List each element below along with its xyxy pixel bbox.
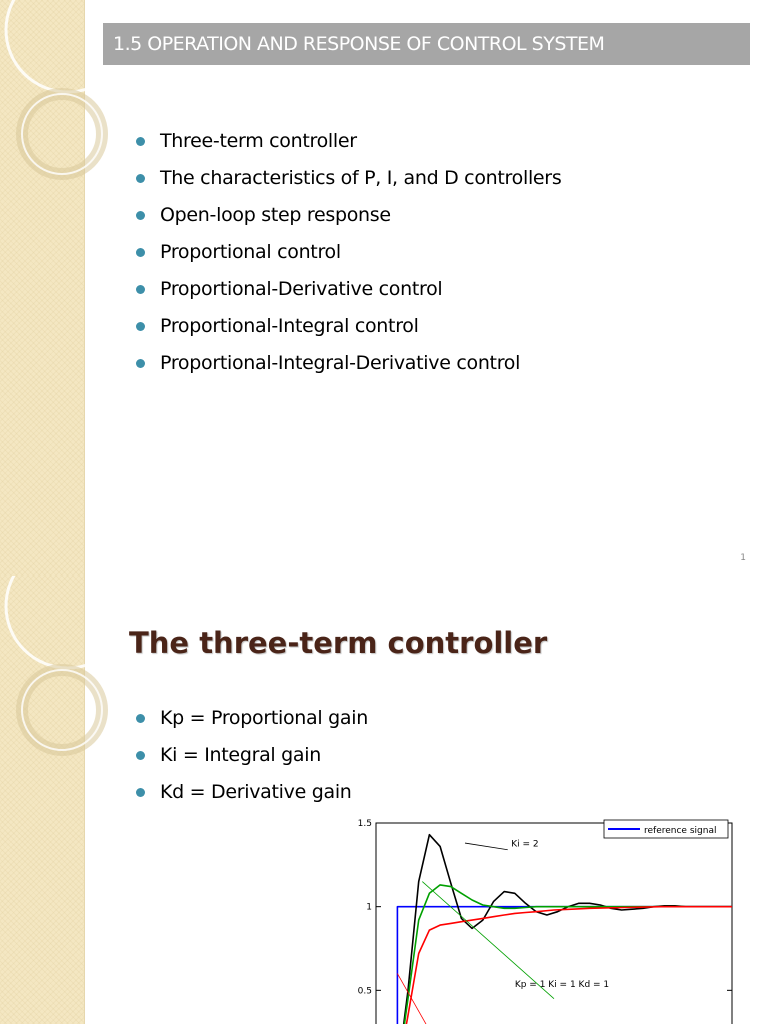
list-item: Proportional control <box>133 239 561 276</box>
bullet-icon <box>136 285 145 294</box>
y-tick-label: 1.5 <box>357 819 372 829</box>
list-item: Open-loop step response <box>133 202 561 239</box>
list-item: Proportional-Derivative control <box>133 276 561 313</box>
list-item: Kp = Proportional gain <box>133 705 368 742</box>
bullet-icon <box>136 751 145 760</box>
list-item: Three-term controller <box>133 128 561 165</box>
step-response-chart <box>342 815 762 1024</box>
bullet-icon <box>136 211 145 220</box>
step-response-plot <box>342 815 762 1024</box>
bullet-icon <box>136 174 145 183</box>
bullet-icon <box>136 359 145 368</box>
decorative-circles-icon <box>0 0 110 576</box>
list-item: Proportional-Integral control <box>133 313 561 350</box>
gain-list <box>133 705 368 816</box>
bullet-icon <box>136 248 145 257</box>
bullet-icon <box>136 137 145 146</box>
list-item: The characteristics of P, I, and D controllers <box>133 165 561 202</box>
plot-area <box>376 823 732 1024</box>
agenda-list <box>133 128 561 387</box>
page-number: 1 <box>740 553 746 563</box>
slide-title: 1.5 OPERATION AND RESPONSE OF CONTROL SYSTEM <box>103 23 750 65</box>
slide-heading: The three-term controller <box>129 626 548 660</box>
chart-annotation: Ki = 2 <box>511 839 539 850</box>
bullet-icon <box>136 788 145 797</box>
legend-label: reference signal <box>644 826 717 836</box>
list-item: Ki = Integral gain <box>133 742 368 779</box>
y-tick-label: 0.5 <box>357 986 372 997</box>
chart-annotation: Kp = 1 Ki = 1 Kd = 1 <box>514 979 610 990</box>
slide-2 <box>0 576 768 1024</box>
bullet-icon <box>136 322 145 331</box>
list-item: Proportional-Integral-Derivative control <box>133 350 561 387</box>
decorative-circles-icon <box>0 576 110 1024</box>
bullet-icon <box>136 714 145 723</box>
list-item: Kd = Derivative gain <box>133 779 368 816</box>
y-tick-label: 1 <box>366 902 372 913</box>
